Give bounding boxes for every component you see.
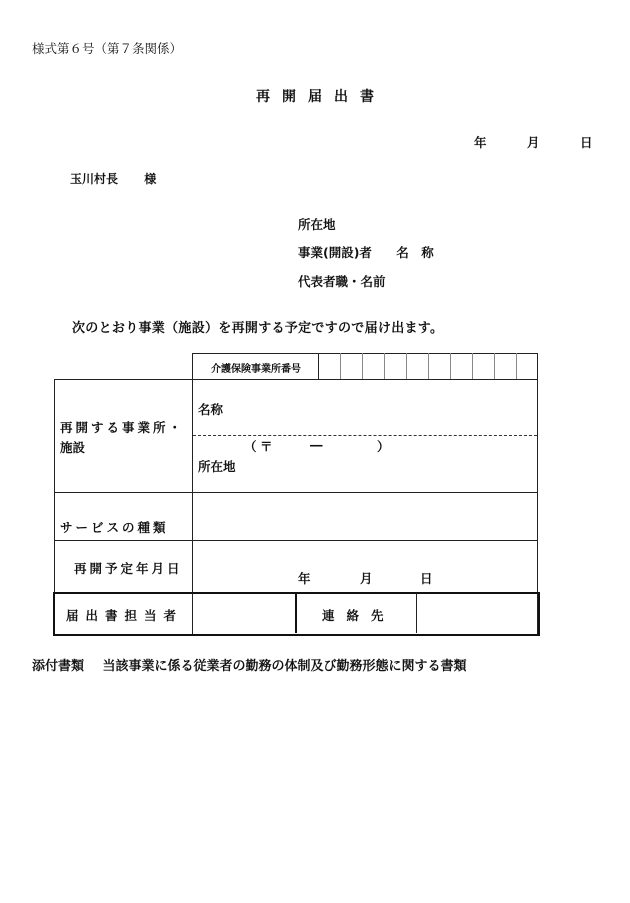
dashed-divider (193, 435, 537, 436)
document-title: 再開届出書 (256, 89, 386, 105)
facility-name-label[interactable]: 名称 (198, 402, 224, 417)
contact-label: 連絡先 (322, 608, 396, 623)
reopen-month-label[interactable]: 月 (360, 571, 373, 586)
date-year-label: 年 (474, 135, 487, 150)
service-type-label: サービスの種類 (60, 520, 169, 535)
facility-label-line1: 再開する事業所・ (60, 420, 185, 435)
digit-divider (516, 353, 517, 380)
facility-address-label[interactable]: 所在地 (198, 459, 236, 474)
postal-mark: 〒 (260, 439, 273, 454)
table-border (54, 540, 538, 541)
date-day-label: 日 (580, 135, 593, 150)
attachment-label: 添付書類 (32, 659, 85, 674)
reopen-day-label[interactable]: 日 (420, 571, 433, 586)
reopen-date-label: 再開予定年月日 (74, 561, 183, 576)
service-type-field[interactable] (193, 493, 537, 540)
digit-divider (406, 353, 407, 380)
digit-divider (428, 353, 429, 380)
digit-divider (494, 353, 495, 380)
contact-person-label: 届出書担当者 (66, 608, 184, 623)
reopen-year-label[interactable]: 年 (298, 571, 311, 586)
date-month-label: 月 (527, 135, 540, 150)
applicant-operator-label: 事業(開設)者 (298, 245, 372, 260)
digit-divider (340, 353, 341, 380)
addressee-honorific: 様 (144, 172, 157, 186)
table-border (318, 353, 319, 380)
insurance-number-label: 介護保険事業所番号 (211, 364, 301, 375)
postal-dash: ― (310, 437, 323, 452)
digit-divider (450, 353, 451, 380)
postal-close: ） (377, 439, 390, 454)
addressee (70, 170, 156, 187)
table-border (295, 593, 297, 633)
attachment (32, 655, 467, 674)
table-border (54, 379, 538, 380)
digit-divider (384, 353, 385, 380)
applicant-name-label: 名 称 (396, 245, 434, 260)
applicant-representative-label: 代表者職・名前 (298, 274, 386, 289)
applicant-location-label: 所在地 (298, 217, 336, 232)
postal-open: （ (244, 439, 257, 454)
contact-person-field[interactable] (193, 594, 295, 632)
facility-label-line2: 施設 (60, 440, 86, 455)
attachment-text: 当該事業に係る従業者の勤務の体制及び勤務形態に関する書類 (102, 659, 467, 674)
applicant-operator (298, 243, 434, 261)
table-border (192, 353, 193, 380)
addressee-name: 玉川村長 (70, 172, 119, 186)
table-border (192, 353, 538, 354)
digit-divider (472, 353, 473, 380)
contact-field[interactable] (417, 594, 536, 632)
statement: 次のとおり事業（施設）を再開する予定ですので届け出ます。 (72, 321, 444, 336)
form-number: 様式第６号（第７条関係） (32, 41, 183, 56)
digit-divider (362, 353, 363, 380)
